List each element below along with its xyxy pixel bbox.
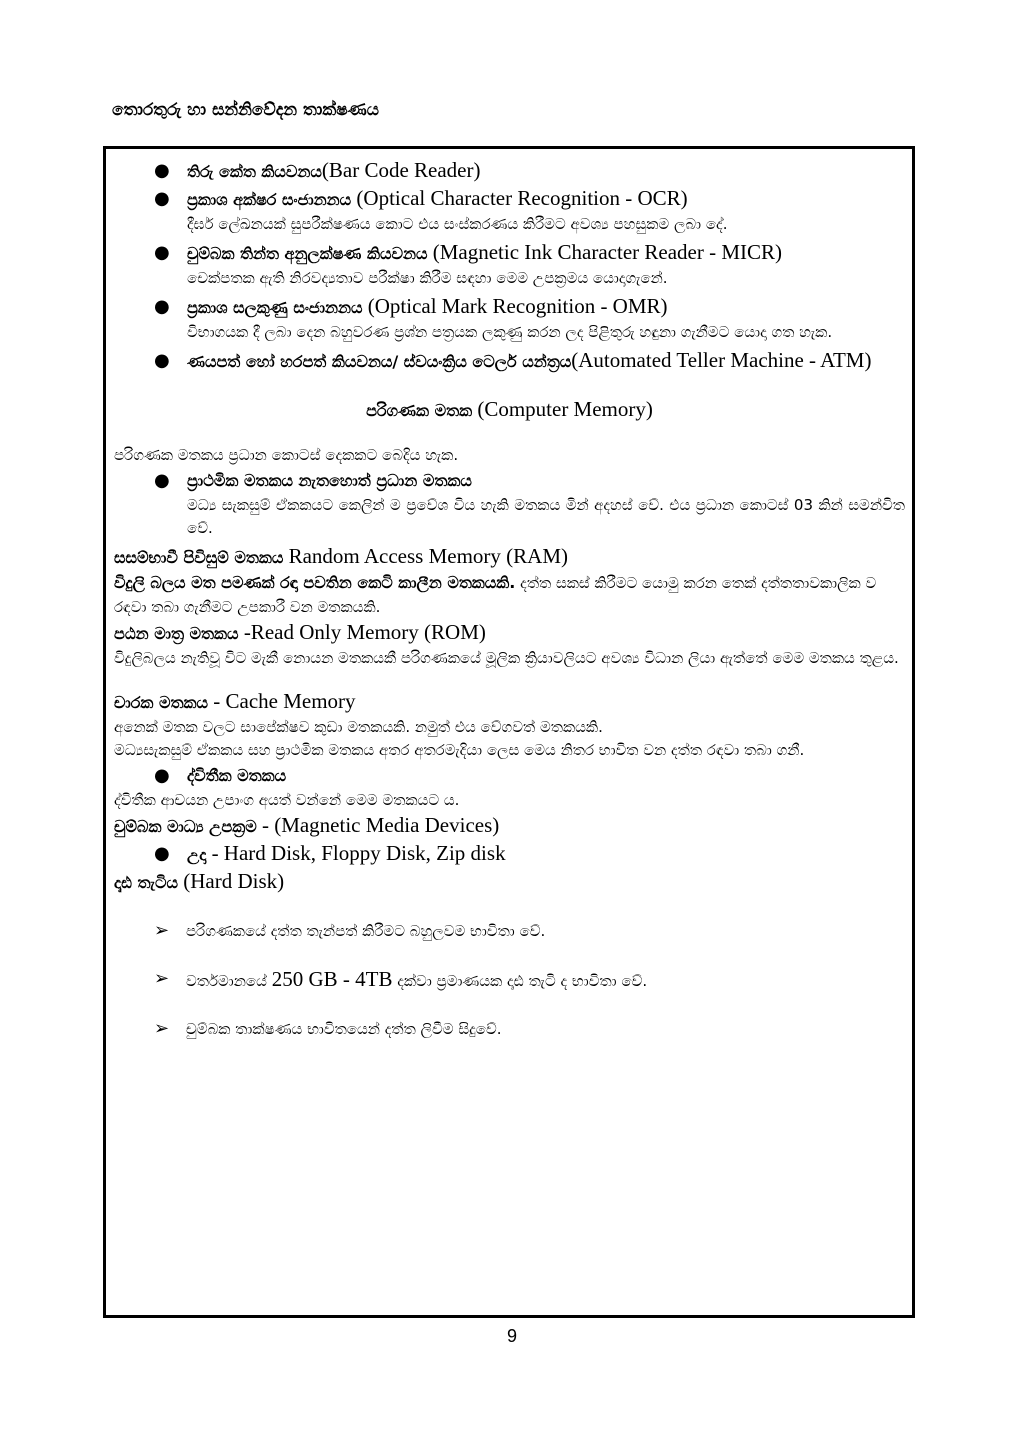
list-item: ● උදා - Hard Disk, Floppy Disk, Zip disk xyxy=(154,841,506,865)
memory-intro: පරිගණක මතකය ප්‍රධාන කොටස් දෙකකට බෙදිය හැක. xyxy=(114,446,459,464)
secondary-description: ද්විතීක ආචයන උපාංග අයත් වන්නේ මෙම මතකයට ය. xyxy=(114,791,460,809)
item-description: දීර්ඝ ලේඛනයක් සුපරීක්ෂණය කොට එය සංස්කරණය කිරීමට අවශ්‍ය පහසුකම ලබා දේ. xyxy=(187,215,728,233)
list-item: ➢ පරිගණකයේ දත්ත තැන්පත් කිරීමට බහුලවම භාවිතා වේ. xyxy=(114,918,905,944)
bullet-icon: ● xyxy=(154,843,170,864)
section-heading: පරිගණක මතක (Computer Memory) xyxy=(366,397,653,421)
content-box xyxy=(103,146,915,1318)
bullet-icon: ● xyxy=(154,188,170,209)
item-description: විභාගයක දී ලබා දෙන බහුවරණ ප්‍රශ්න පත්‍රයක ලකුණු කරන ලද පිළිතුරු හඳුනා ගැනීමට යොදා ගත හැක. xyxy=(187,323,833,341)
item-description: චෙක්පතක ඇති නිරවද්‍යතාව පරීක්ෂා කිරීම සඳහා මෙම උපක්‍රමය යොදාගැනේ. xyxy=(187,269,668,287)
cache-description: අනෙක් මතක වලට සාපේක්ෂව කුඩා මතකයකි. නමුත් එය වේගවත් මතකයකි. xyxy=(114,718,603,736)
page-header: තොරතුරු හා සන්නිවේදන තාක්ෂණය xyxy=(112,100,379,120)
page-number: 9 xyxy=(506,1326,517,1346)
reader-list xyxy=(114,157,905,375)
list-item: ● ප්‍රකාශ අක්ෂර සංජානනය (Optical Character Recognition - OCR) xyxy=(154,186,688,210)
magnetic-heading: චුම්බක මාධ්‍ය උපක්‍රම - (Magnetic Media Devices) xyxy=(114,813,500,837)
harddisk-heading: දෘඪ තැටිය (Hard Disk) xyxy=(114,869,285,893)
arrow-icon: ➢ xyxy=(154,920,170,941)
bullet-icon: ● xyxy=(154,160,170,181)
list-item: ➢ චුම්බක තාක්ෂණය භාවිතයෙන් දත්ත ලිවීම සිදුවේ. xyxy=(114,1016,905,1042)
bullet-icon: ● xyxy=(154,242,170,263)
rom-description: විදුලිබලය නැතිවූ විට මැකී නොයන මතකයකී පරිගණකයේ මූලික ක්‍රියාවලියට අවශ්‍ය විධාන ලියා ඇත්තේ මෙම මතකය තුළය. xyxy=(114,649,899,667)
bullet-icon: ● xyxy=(154,350,170,371)
item-description: මධ්‍ය සැකසුම් ඒකකයට කෙලින් ම ප්‍රවේශ විය හැකි මතකය මින් අදහස් වේ. එය ප්‍රධාන කොටස් 03 කින් සමන්විත වේ. xyxy=(187,496,905,537)
rom-heading: පඨන මාත්‍ර මතකය -Read Only Memory (ROM) xyxy=(114,620,486,644)
list-item: ● ප්‍රාථමික මතකය නැතහොත් ප්‍රධාන මතකය xyxy=(114,467,905,494)
cache-heading: චාරක මතකය - Cache Memory xyxy=(114,689,356,713)
list-item: ● ණයපත් හෝ හරපත් කියවනය/ ස්වයංක්‍රිය ටෙලර් යන්ත්‍රය(Automated Teller Machine - ATM) xyxy=(154,348,872,372)
arrow-icon: ➢ xyxy=(154,1018,170,1039)
list-item: ● ප්‍රකාශ සලකුණු සංජානනය (Optical Mark Recognition - OMR) xyxy=(154,294,668,318)
arrow-icon: ➢ xyxy=(154,968,170,989)
cache-description: මධ්‍යසැකසුම් ඒකකය සහ ප්‍රාථමික මතකය අතර අතරමැදියා ලෙස මෙය නිතර භාවිත වන දත්ත රඳවා තබා ගනී. xyxy=(114,741,805,759)
ram-description: විදුලි බලය මත පමණක් රඳා පවතින කෙටි කාලීන මතකයකි. දත්ත සකස් කිරීමට යොමු කරන තෙක් දත්තතාවකාලික ව රඳවා තබා ගැනීමට උපකාරී වන මතකයකි. xyxy=(114,573,877,616)
list-item: ● තිරු කේත කියවනය(Bar Code Reader) xyxy=(154,158,481,182)
bullet-icon: ● xyxy=(154,296,170,317)
list-item: ● ද්විතීක මතකය xyxy=(114,762,905,789)
list-item: ● චුම්බක තින්ත අනුලක්ෂණ කියවනය (Magnetic Ink Character Reader - MICR) xyxy=(154,240,783,264)
ram-heading: සසම්භාවී පිවිසුම් මතකය Random Access Memory (RAM) xyxy=(114,544,568,568)
bullet-icon: ● xyxy=(154,470,170,491)
bullet-icon: ● xyxy=(154,765,170,786)
list-item: ➢ වර්තමානයේ 250 GB - 4TB දක්වා ප්‍රමාණයක දෘඪ තැටි ද භාවිතා වේ. xyxy=(154,967,648,991)
